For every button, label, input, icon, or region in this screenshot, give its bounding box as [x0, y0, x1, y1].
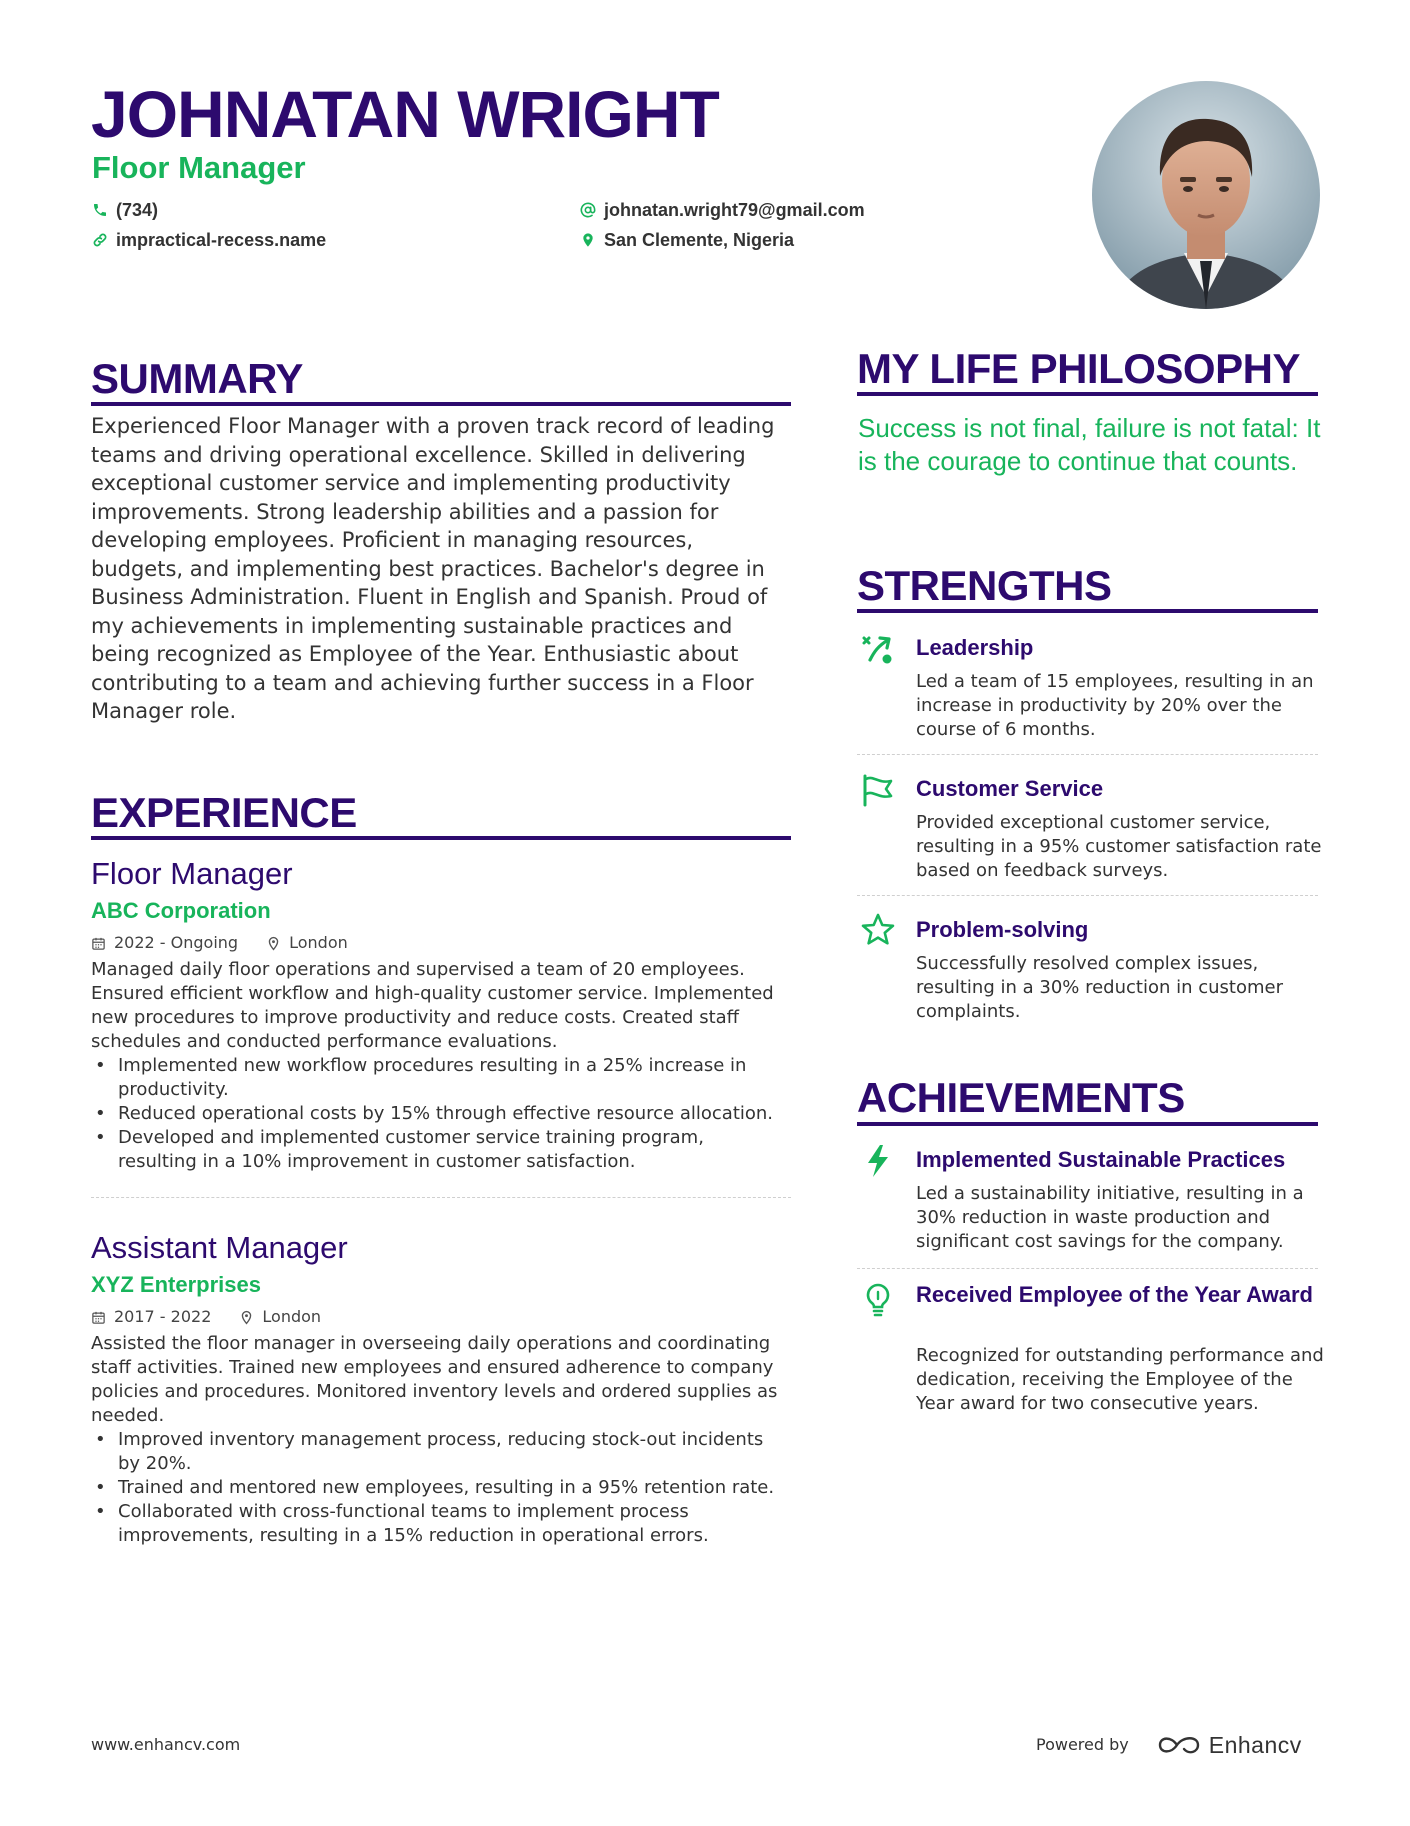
location-pin-icon [580, 232, 596, 248]
philosophy-divider [857, 392, 1318, 396]
experience-heading: EXPERIENCE [91, 789, 357, 836]
job-achievement-item: • Reduced operational costs by 15% through effective resource allocation. [91, 1102, 781, 1126]
contact-website[interactable] [92, 229, 326, 251]
achievements-heading: ACHIEVEMENTS [857, 1074, 1185, 1121]
job-description: Assisted the floor manager in overseeing daily operations and coordinating staff activities. Trained new employees and ensured adherence to company policies and procedures. Monitored inventory levels and ordered supplies as needed. [91, 1333, 778, 1426]
footer-powered-by [1036, 1733, 1302, 1757]
footer-website[interactable]: www.enhancv.com [91, 1735, 241, 1754]
brand-name: Enhancv [1208, 1732, 1302, 1758]
job-location-text: London [289, 933, 348, 952]
summary-heading: SUMMARY [91, 355, 303, 402]
candidate-title: Floor Manager [92, 150, 306, 185]
brand-logo[interactable] [1157, 1733, 1302, 1757]
job-location-text: London [262, 1307, 322, 1326]
job-dates-text: 2017 - 2022 [114, 1307, 212, 1326]
location-pin-icon [266, 936, 281, 951]
contact-email[interactable] [580, 199, 865, 221]
philosophy-quote: Success is not final, failure is not fatal: It is the courage to continue that counts. [858, 413, 1321, 476]
email-link[interactable]: johnatan.wright79@gmail.com [604, 200, 865, 220]
strength-title: Problem-solving [916, 917, 1089, 942]
job-achievement-item: • Collaborated with cross-functional teams to implement process improvements, resulting in a 15% reduction in operational errors. [91, 1500, 781, 1548]
job-meta [91, 1307, 349, 1327]
phone-icon [92, 202, 108, 218]
job-company: XYZ Enterprises [91, 1272, 261, 1297]
powered-by-label: Powered by [1036, 1735, 1129, 1754]
strength-description: Successfully resolved complex issues, resulting in a 30% reduction in customer complaints. [916, 953, 1283, 1022]
job-dates-text: 2022 - Ongoing [114, 933, 239, 952]
contact-location [580, 229, 794, 251]
job-dates [91, 933, 238, 953]
job-role: Floor Manager [91, 856, 293, 891]
strength-divider [857, 895, 1318, 896]
job-location [239, 1307, 321, 1327]
achievement-description: Recognized for outstanding performance and dedication, receiving the Employee of the Year award for two consecutive years. [916, 1345, 1324, 1414]
location-pin-icon [239, 1310, 254, 1325]
profile-photo [1092, 81, 1320, 309]
strengths-divider [857, 609, 1318, 613]
achievements-divider [857, 1122, 1318, 1126]
star-icon [860, 912, 896, 948]
job-divider [91, 1197, 791, 1198]
lightning-icon [860, 1143, 896, 1179]
job-achievement-item: • Improved inventory management process, reducing stock-out incidents by 20%. [91, 1428, 781, 1476]
strength-description: Led a team of 15 employees, resulting in an increase in productivity by 20% over the course of 6 months. [916, 671, 1314, 740]
website-link[interactable]: impractical-recess.name [116, 230, 327, 250]
strengths-heading: STRENGTHS [857, 562, 1112, 609]
contact-phone [92, 199, 158, 221]
achievement-description: Led a sustainability initiative, resulting in a 30% reduction in waste production and significant cost savings for the company. [916, 1183, 1304, 1252]
at-icon [580, 202, 596, 218]
job-achievement-item: • Trained and mentored new employees, resulting in a 95% retention rate. [91, 1476, 781, 1500]
strength-title: Leadership [916, 635, 1034, 660]
job-achievements-list [91, 1054, 781, 1174]
job-role: Assistant Manager [91, 1230, 348, 1265]
candidate-name: JOHNATAN WRIGHT [91, 77, 719, 151]
strength-description: Provided exceptional customer service, resulting in a 95% customer satisfaction rate based on feedback surveys. [916, 812, 1322, 881]
achievement-divider [857, 1268, 1318, 1269]
philosophy-heading: MY LIFE PHILOSOPHY [857, 345, 1300, 392]
job-achievements-list [91, 1428, 781, 1548]
flag-icon [860, 772, 896, 808]
achievement-title: Implemented Sustainable Practices [916, 1147, 1286, 1172]
strength-title: Customer Service [916, 776, 1104, 801]
enhancv-logo-icon [1157, 1733, 1201, 1757]
job-meta [91, 933, 376, 953]
location-text: San Clemente, Nigeria [604, 230, 795, 250]
achievement-title: Received Employee of the Year Award [916, 1282, 1313, 1307]
job-location [266, 933, 348, 953]
job-achievement-item: • Implemented new workflow procedures resulting in a 25% increase in productivity. [91, 1054, 781, 1102]
leadership-icon [860, 632, 896, 668]
strength-divider [857, 754, 1318, 755]
job-description: Managed daily floor operations and supervised a team of 20 employees. Ensured efficient workflow and high-quality customer service. Implemented new procedures to improve productivity and reduce costs. Created staff schedules and conducted performance evaluations. [91, 959, 774, 1052]
link-icon [92, 232, 108, 248]
job-achievement-item: • Developed and implemented customer service training program, resulting in a 10% improvement in customer satisfaction. [91, 1126, 781, 1174]
summary-text: Experienced Floor Manager with a proven track record of leading teams and driving operational excellence. Skilled in delivering exceptional customer service and implementing productivity improvements. Strong leadership abilities and a passion for developing employees. Proficient in managing resources, budgets, and implementing best practices. Bachelor's degree in Business Administration. Fluent in English and Spanish. Proud of my achievements in implementing sustainable practices and being recognized as Employee of the Year. Enthusiastic about contributing to a team and achieving further success in a Floor Manager role. [91, 414, 775, 723]
job-company: ABC Corporation [91, 898, 271, 923]
calendar-icon [91, 936, 106, 951]
lightbulb-icon [860, 1282, 896, 1318]
job-dates [91, 1307, 211, 1327]
experience-divider [91, 836, 791, 840]
summary-divider [91, 402, 791, 406]
phone-text: (734) [116, 200, 159, 220]
calendar-icon [91, 1310, 106, 1325]
